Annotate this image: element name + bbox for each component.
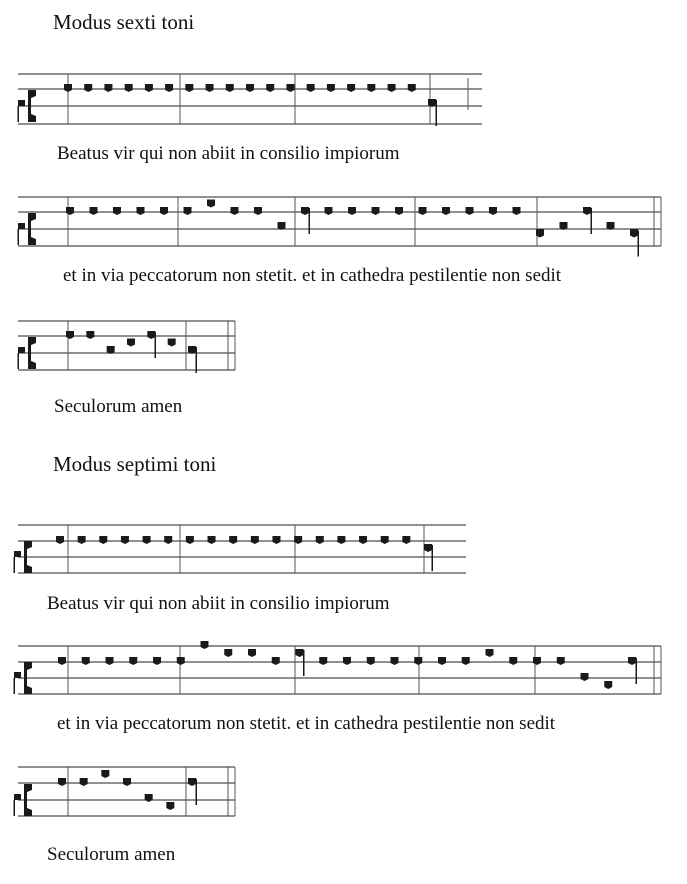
chant-note <box>80 778 88 786</box>
lyric-line: et in via peccatorum non stetit. et in cathedra pestilentie non sedit <box>63 265 562 286</box>
chant-note <box>166 802 174 810</box>
lyric-line: Seculorum amen <box>47 844 176 865</box>
lyric-line: Seculorum amen <box>54 396 183 417</box>
lyric-line: Beatus vir qui non abiit in consilio impiorum <box>57 143 400 164</box>
lyric-line: Beatus vir qui non abiit in consilio impiorum <box>47 593 390 614</box>
lyric-line: et in via peccatorum non stetit. et in cathedra pestilentie non sedit <box>57 713 556 734</box>
section-heading: Modus sexti toni <box>53 10 195 34</box>
chant-note <box>123 778 131 786</box>
section-heading: Modus septimi toni <box>53 452 217 476</box>
chant-note <box>101 770 109 778</box>
chant-note <box>145 794 153 802</box>
chant-note <box>58 778 66 786</box>
stemmed-note <box>188 778 196 805</box>
